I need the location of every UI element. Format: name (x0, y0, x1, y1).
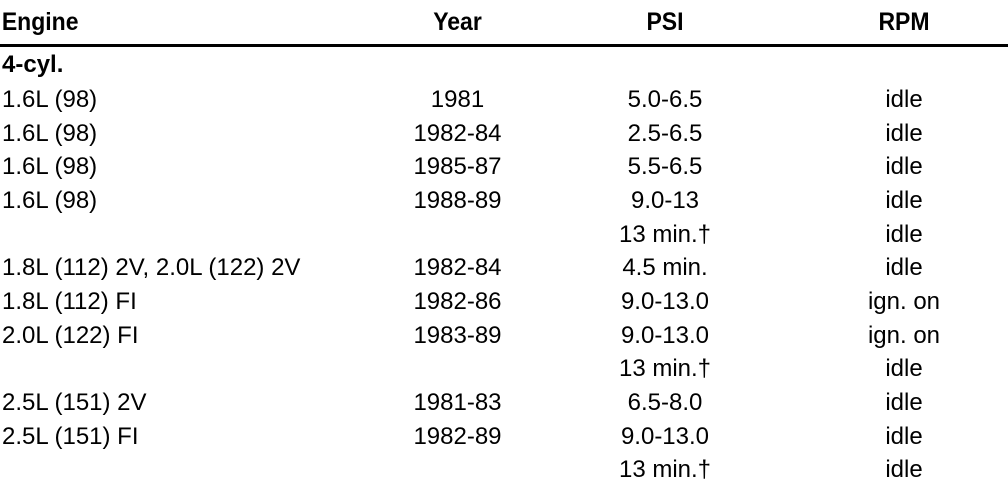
table-row (0, 184, 1008, 218)
cell-psi: 9.0-13.0 (530, 420, 800, 454)
cell-engine: 1.8L (112) 2V, 2.0L (122) 2V (0, 251, 385, 285)
cell-rpm: idle (800, 386, 1008, 420)
cell-engine: 1.6L (98) (0, 184, 385, 218)
table-row (0, 83, 1008, 117)
cell-year: 1983-89 (385, 319, 530, 353)
header-rpm: RPM (808, 0, 999, 46)
cell-psi: 5.5-6.5 (530, 150, 800, 184)
header-engine: Engine (0, 0, 354, 46)
cell-psi: 5.0-6.5 (530, 83, 800, 117)
cell-rpm: idle (800, 454, 1008, 487)
cell-psi: 9.0-13 (530, 184, 800, 218)
cell-year: 1982-89 (385, 420, 530, 454)
cell-year (385, 353, 530, 387)
table-row (0, 420, 1008, 454)
cell-year: 1982-84 (385, 251, 530, 285)
cell-year: 1981-83 (385, 386, 530, 420)
cell-rpm: idle (800, 218, 1008, 252)
cell-year: 1985-87 (385, 150, 530, 184)
cell-engine (0, 454, 385, 487)
table-row (0, 150, 1008, 184)
table-row (0, 319, 1008, 353)
cell-year: 1982-86 (385, 285, 530, 319)
table-row (0, 353, 1008, 387)
cell-rpm: ign. on (800, 319, 1008, 353)
table-row (0, 218, 1008, 252)
cell-engine: 1.6L (98) (0, 150, 385, 184)
cell-engine: 1.6L (98) (0, 117, 385, 151)
cell-psi: 6.5-8.0 (530, 386, 800, 420)
cell-rpm: idle (800, 184, 1008, 218)
cell-rpm: ign. on (800, 285, 1008, 319)
cell-engine (0, 353, 385, 387)
cell-psi: 4.5 min. (530, 251, 800, 285)
cell-psi: 9.0-13.0 (530, 285, 800, 319)
cell-year: 1988-89 (385, 184, 530, 218)
cell-psi: 13 min.† (530, 353, 800, 387)
group-spacer (800, 46, 1008, 84)
cell-engine: 1.6L (98) (0, 83, 385, 117)
cell-rpm: idle (800, 150, 1008, 184)
group-row (0, 46, 1008, 84)
cell-year (385, 454, 530, 487)
cell-rpm: idle (800, 420, 1008, 454)
cell-year: 1981 (385, 83, 530, 117)
group-label: 4-cyl. (0, 46, 385, 84)
cell-engine: 1.8L (112) FI (0, 285, 385, 319)
cell-year (385, 218, 530, 252)
cell-engine: 2.0L (122) FI (0, 319, 385, 353)
cell-psi: 13 min.† (530, 454, 800, 487)
cell-rpm: idle (800, 251, 1008, 285)
cell-rpm: idle (800, 353, 1008, 387)
header-row (0, 0, 1008, 46)
cell-rpm: idle (800, 117, 1008, 151)
cell-engine: 2.5L (151) 2V (0, 386, 385, 420)
cell-year: 1982-84 (385, 117, 530, 151)
table-row (0, 285, 1008, 319)
table-body (0, 46, 1008, 487)
table-row (0, 251, 1008, 285)
table-header (0, 0, 1008, 46)
cell-psi: 9.0-13.0 (530, 319, 800, 353)
cell-rpm: idle (800, 83, 1008, 117)
group-spacer (530, 46, 800, 84)
cell-psi: 2.5-6.5 (530, 117, 800, 151)
cell-psi: 13 min.† (530, 218, 800, 252)
cell-engine (0, 218, 385, 252)
group-spacer (385, 46, 530, 84)
table-row (0, 386, 1008, 420)
table-row (0, 117, 1008, 151)
table-row (0, 454, 1008, 487)
cell-engine: 2.5L (151) FI (0, 420, 385, 454)
header-year: Year (391, 0, 524, 46)
header-psi: PSI (541, 0, 789, 46)
